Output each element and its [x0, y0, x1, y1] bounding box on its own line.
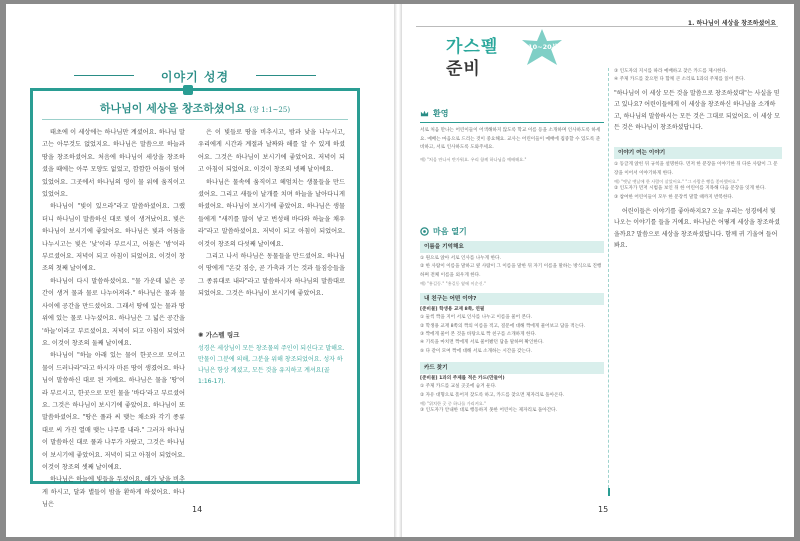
- welcome-heading: [420, 108, 604, 119]
- welcome-section: [420, 108, 604, 163]
- list-item: ④ 기록을 마치면 짝에게 서로 물어봤던 답을 말하며 확인한다.: [420, 340, 544, 346]
- list-item: ② 인도자가 먼저 시범을 보인 뒤 한 어린이를 지목해 다음 문장을 잇게 한다.: [614, 186, 766, 192]
- open-section: [420, 226, 604, 415]
- materials-3: [준비물] 1과의 주제를 적은 카드(만들어): [420, 376, 505, 382]
- activity-bar-2: 내 친구는 어떤 이야?: [420, 293, 604, 305]
- activity-1-list: [420, 255, 604, 287]
- right-column: [614, 68, 782, 252]
- list-item: ③ 인도자의 지시를 따라 예배하고 찾은 카드를 제시한다.: [614, 69, 728, 74]
- paragraph: 태초에 이 세상에는 하나님만 계셨어요. 하나님 말고는 아무것도 없었지요. 하나님은 말씀으로 하늘과 땅을 창조하셨어요. 처음에 하나님이 세상을 창조하셨을 때에는 아무 모양도 없었고, 깜깜한 어둠이 덮여 있었어요. 그곳에서 하나님의 영이 물 위에 움직이고 있었어요.: [42, 129, 185, 199]
- list-item: ④ 주제 카드를 찾으면 다 함께 큰 소리로 1과의 주제를 읽어 본다.: [614, 77, 746, 83]
- page-number-right: 15: [598, 505, 609, 514]
- list-item: 예) "옛날 옛날에 한 사람이 살았어요." "그 사람은 빵을 좋아했어요.": [614, 179, 740, 185]
- open-heading-text: 마음 열기: [433, 227, 467, 236]
- activity-bar-1: 이름을 기억해요: [420, 241, 604, 253]
- list-item: ⑤ 다 같이 모여 짝에 대해 서로 소개하는 시간을 갖는다.: [420, 348, 532, 354]
- list-item: ③ 인도자가 안내한 대로 행동하지 못한 어린이는 제자리로 돌아간다.: [420, 408, 558, 414]
- list-item: ③ 짝에게 물어 본 것을 바탕으로 짝 친구를 소개하게 한다.: [420, 332, 537, 338]
- title-divider: [42, 119, 348, 120]
- card-steps-continued: [614, 68, 782, 85]
- open-heading: [420, 226, 604, 237]
- gospel-link-label-text: 가스펠 링크: [205, 331, 240, 339]
- crown-icon: [420, 109, 429, 118]
- frame-tab-icon: [183, 85, 193, 95]
- story-column-2: [198, 127, 345, 301]
- list-item: ① 주제 카드를 교실 곳곳에 숨겨 둔다.: [420, 384, 497, 390]
- activity-bar-3: 카드 찾기: [420, 362, 604, 374]
- story-title: [36, 100, 354, 116]
- welcome-body: 서로 처음 만나는 어린이들이 어색해하지 않도록 학교 이름 등을 소개하며 인사하도록 하세요. 예배는 마음으로 드리는 것이 중요해요. 교사는 어린이들이 예배에 집중할 수 있도록 준비하고, 서로 인사하도록 도와주세요.: [420, 128, 601, 151]
- paragraph: 하나님이 "빛이 있으라"라고 말씀하셨어요. 그랬더니 하나님이 말씀하신 대로 빛이 생겨났어요. 빛은 하나님이 보시기에 좋았어요. 하나님은 빛과 어둠을 나누시고는 빛은 '낮'이라 부르시고, 어둠은 '밤'이라 부르셨어요. 저녁이 되고 아침이 되었어요. 이것이 창조의 첫째 날이에요.: [42, 203, 185, 273]
- paragraph: 그리고 나서 하나님은 동물들을 만드셨어요. 하나님이 땅에게 "온갖 짐승, 곧 가축과 기는 것과 들짐승들을 그 종류대로 내라"라고 말씀하시자 하나님의 말씀대로 되었어요. 그것은 하나님이 보시기에 좋았어요.: [198, 253, 345, 298]
- list-item: 예) "홍길동." "홍길동 옆에 이순신.": [420, 281, 486, 287]
- gospel-link-text: 성경은 세상님이 모든 창조물의 주인이 되신다고 말해요. 만물이 그분에 의해, 그분을 위해 창조되었어요. 성자 하나님은 항상 계셨고, 모든 것을 유지하고 계셔요(골 1:16-17).: [198, 345, 345, 385]
- paragraph: 하나님은 하늘에 빛들을 두셨어요. 해가 낮을 비추게 하시고, 달과 별들이 밤을 환하게 하셨어요. 하나님은: [42, 476, 185, 509]
- welcome-heading-text: 환영: [433, 109, 449, 118]
- running-head: 1. 하나님이 세상을 창조하셨어요: [687, 20, 776, 27]
- gospel-link-box: [198, 330, 345, 387]
- bell-icon: [420, 227, 429, 236]
- list-item: ② 한 사람이 이름을 말하고 옆 사람이 그 이름을 말한 뒤 자기 이름을 말하는 방식으로 진행하며 전체 이름을 외우게 한다.: [420, 264, 602, 278]
- list-item: ② 자유 대형으로 흩어져 찾도록 하고, 카드를 찾으면 제자리로 돌아온다.: [420, 392, 565, 398]
- section-label: 이야기 성경: [132, 68, 258, 85]
- book-gutter: [394, 4, 402, 537]
- list-item: ① 동글게 앉힌 뒤 규칙을 설명한다. 먼저 한 분장을 이야기한 뒤 다른 사람이 그 문장을 이어서 이야기하게 한다.: [614, 162, 778, 176]
- sparkle-icon: ✺: [198, 331, 206, 339]
- list-item: 예) "위치한 곳 중 하나를 가리켜요.": [420, 401, 487, 407]
- story-title-text: 하나님이 세상을 창조하셨어요: [99, 102, 246, 115]
- time-badge: 10~20분: [528, 43, 558, 51]
- materials-2: [준비물] 학생용 교재 8쪽, 연필: [420, 307, 485, 313]
- story-column-1: [42, 127, 185, 512]
- intro-story-list: [614, 161, 782, 202]
- teacher-script: "하나님이 이 세상 모든 것을 말씀으로 창조하셨대"는 사실을 믿고 있나요? 어린이들에게 이 세상을 창조하신 하나님을 소개하고, 하나님의 말씀하시는 모든 것은 그대로 되었어요. 이 세상 모든 것은 하나님이 창조하셨답니다.: [614, 89, 780, 132]
- activity-3-list: [420, 383, 604, 415]
- list-item: ① 둘씩 짝을 지어 서로 인사를 나누고 이름을 물어 본다.: [420, 315, 532, 321]
- list-item: ③ 참여한 어린이들이 모두 한 문장씩 말할 때까지 반복한다.: [614, 194, 734, 200]
- welcome-note: 예) "처음 만나서 반가워요. 우리 함께 하나님을 예배해요.": [420, 156, 527, 162]
- list-item: ① 원으로 앉아 서로 인사를 나누게 한다.: [420, 256, 501, 261]
- header-rule: [416, 26, 778, 27]
- intro-script: 어린이들은 이야기를 좋아하지요? 오늘 우리는 성경에서 빛 나오는 이야기를 들을 거예요. 하나님은 어떻게 세상을 창조하셨을까요? 말씀으로 세상을 창조하셨답니다. 함께 귀 기울여 들어 봐요.: [614, 208, 780, 250]
- title-gospel: 가스펠: [446, 37, 499, 57]
- paragraph: 하나님이 "하늘 아래 있는 물이 한곳으로 모이고 물이 드러나라"라고 하시자 마른 땅이 생겼어요. 하나님이 말씀하신 대로 된 거예요. 하나님은 물을 '땅'이라 부르시고, 한곳으로 모인 물을 '바다'라고 부르셨어요. 그것은 하나님이 보시기에 좋았어요. 하나님이 또 말씀하셨어요. "땅은 풀과 씨 맺는 채소와 각기 종류대로 씨 가진 열매 맺는 나무를 내라." 그러자 하나님이 말씀하신 대로 풀과 나무가 자랐고, 그것은 하나님이 보시기에 좋았어요. 저녁이 되고 아침이 되었어요. 이것이 창조의 셋째 날이에요.: [42, 352, 185, 471]
- title-prep: 준비: [446, 59, 481, 79]
- paragraph: 하나님은 물속에 움직이고 헤엄치는 생물들을 만드셨어요. 그리고 새들이 날개를 치며 하늘을 날아다니게 하셨어요. 하나님이 보시기에 좋았어요. 하나님은 생물들에게 "새끼를 많이 낳고 번성해 바다와 하늘을 채우라"라고 말씀하셨어요. 저녁이 되고 아침이 되었어요. 이것이 창조의 다섯째 날이에요.: [198, 178, 345, 248]
- page-number-left: 14: [192, 505, 203, 514]
- intro-story-bar: 이야기 여는 이야기: [614, 147, 782, 159]
- gospel-link-label: [198, 330, 345, 339]
- paragraph: 하나님이 다시 말씀하셨어요. "물 가운데 넓은 공간이 생겨 물과 물로 나누어져라." 하나님은 물과 물 사이에 공간을 만드셨어요. 그래서 땅에 있는 물과 땅 위에 있는 물로 나누셨어요. 하나님은 그 넓은 공간을 '하늘'이라고 부르셨어요. 저녁이 되고 아침이 되었어요. 이것이 창조의 둘째 날이에요.: [42, 277, 185, 347]
- list-item: ② 학생용 교재 8쪽의 짝의 이름을 적고, 질문에 대해 짝에게 물어보고 답을 적는다.: [420, 323, 586, 329]
- column-end-mark: [608, 488, 610, 496]
- activity-2-list: [420, 314, 604, 356]
- column-divider: [608, 68, 610, 493]
- story-reference: (창 1:1~25): [249, 106, 291, 114]
- paragraph: 은 이 빛들로 땅을 비추시고, 밤과 낮을 나누시고, 우리에게 시간과 계절과 날짜와 해를 알 수 있게 하셨어요. 그것은 하나님이 보시기에 좋았어요. 저녁이 되고 아침이 되었어요. 이것이 창조의 넷째 날이에요.: [198, 129, 345, 174]
